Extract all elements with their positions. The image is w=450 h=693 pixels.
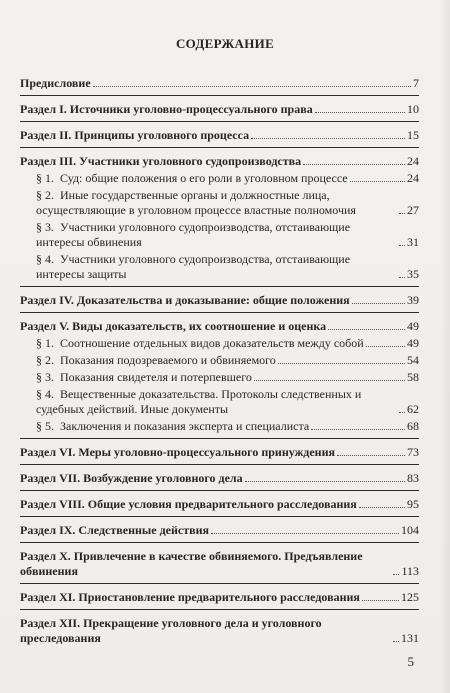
toc-entry-title: Соотношение отдельных видов доказательств между собой	[60, 336, 364, 350]
toc-entry-title: Раздел I. Источники уголовно-процессуального права	[20, 102, 313, 116]
toc-entry-page: 83	[407, 471, 419, 485]
toc-entry-title: Раздел IV. Доказательства и доказывание: общие положения	[20, 293, 350, 307]
toc-entry-title: Участники уголовного судопроизводства, отстаивающие интересы защиты	[36, 252, 351, 281]
dot-leader	[93, 85, 411, 87]
toc-entry-page: 113	[401, 564, 419, 578]
dot-leader	[251, 137, 405, 139]
toc-entry-page: 62	[407, 402, 419, 416]
toc-entry-number: § 1.	[36, 336, 54, 350]
toc-entry-text	[20, 154, 301, 169]
toc-entry-number: § 2.	[36, 188, 54, 202]
toc-entry-page: 39	[407, 293, 419, 307]
toc-entry-text	[20, 293, 350, 308]
toc-section-entry	[20, 523, 419, 540]
section-divider	[20, 147, 419, 148]
toc-entry-text	[36, 220, 397, 250]
toc-entry-text	[20, 471, 243, 486]
section-divider	[20, 464, 419, 465]
section-divider	[20, 121, 419, 122]
section-divider	[20, 95, 419, 96]
toc-entry-title: Раздел VIII. Общие условия предварительного расследования	[20, 497, 357, 511]
toc-subsection-entry	[20, 220, 419, 252]
toc-entry-page: 73	[407, 445, 419, 459]
toc-entry-title: Вещественные доказательства. Протоколы следственных и судебных действий. Иные документы	[36, 387, 362, 416]
toc-entry-text	[36, 188, 397, 218]
toc-subsection-entry	[20, 387, 419, 419]
toc-entry-page: 54	[407, 353, 419, 367]
toc-entry-page: 49	[407, 336, 419, 350]
section-divider	[20, 583, 419, 584]
toc-section-entry	[20, 549, 419, 581]
toc-entry-title: Раздел XI. Приостановление предварительного расследования	[20, 590, 360, 604]
dot-leader	[337, 454, 405, 456]
toc-entry-page: 131	[401, 631, 419, 645]
dot-leader	[366, 345, 405, 347]
toc-entry-page: 24	[407, 171, 419, 185]
section-divider	[20, 438, 419, 439]
toc-entry-text	[36, 370, 252, 385]
toc-section-entry	[20, 471, 419, 488]
dot-leader	[352, 302, 405, 304]
dot-leader	[315, 111, 405, 113]
toc-entry-text	[20, 319, 326, 334]
toc-entry-title: Суд: общие положения о его роли в уголовном процессе	[60, 171, 348, 185]
dot-leader	[211, 532, 399, 534]
toc-entry-title: Раздел II. Принципы уголовного процесса	[20, 128, 250, 142]
toc-entry-number: § 4.	[36, 252, 54, 266]
toc-section-entry	[20, 616, 419, 648]
toc-entry-text	[36, 336, 364, 351]
toc-entry-page: 24	[407, 154, 419, 168]
dot-leader	[393, 640, 399, 642]
dot-leader	[311, 428, 405, 430]
dot-leader	[393, 573, 399, 575]
toc-subsection-entry	[20, 419, 419, 436]
toc-entry-title: Участники уголовного судопроизводства, отстаивающие интересы обвинения	[36, 220, 351, 249]
toc-entry-title: Раздел XII. Прекращение уголовного дела и уголовного преследования	[20, 616, 322, 645]
toc-entry-page: 125	[401, 590, 419, 604]
page-edge-shadow	[440, 0, 450, 693]
toc-section-entry	[20, 128, 419, 145]
toc-entry-title: Предисловие	[20, 76, 91, 90]
toc-entry-text	[36, 419, 309, 434]
dot-leader	[359, 506, 405, 508]
toc-subsection-entry	[20, 336, 419, 353]
toc-entry-text	[20, 616, 391, 646]
toc-entry-number: § 5.	[36, 419, 54, 433]
toc-entry-title: Раздел X. Привлечение в качестве обвиняемого. Предъявление обвинения	[20, 549, 363, 578]
dot-leader	[303, 163, 405, 165]
toc-section-entry	[20, 497, 419, 514]
toc-section-entry	[20, 102, 419, 119]
toc-entry-page: 49	[407, 319, 419, 333]
toc-entry-page: 7	[413, 76, 419, 90]
toc-entry-page: 35	[407, 267, 419, 281]
toc-section-entry	[20, 154, 419, 171]
toc-entry-text	[20, 102, 313, 117]
dot-leader	[399, 244, 405, 246]
toc-entry-title: Раздел V. Виды доказательств, их соотношение и оценка	[20, 319, 327, 333]
toc-entry-title: Заключения и показания эксперта и специалиста	[60, 419, 310, 433]
section-divider	[20, 286, 419, 287]
toc-entry-title: Показания подозреваемого и обвиняемого	[60, 353, 276, 367]
toc-entry-text	[20, 76, 91, 91]
toc-section-entry	[20, 445, 419, 462]
dot-leader	[328, 328, 405, 330]
toc-subsection-entry	[20, 353, 419, 370]
section-divider	[20, 312, 419, 313]
section-divider	[20, 609, 419, 610]
toc-entry-title: Раздел III. Участники уголовного судопроизводства	[20, 154, 302, 168]
toc-entry-text	[36, 353, 276, 368]
toc-entry-page: 31	[407, 235, 419, 249]
toc-entry-title: Иные государственные органы и должностные лица, осуществляющие в уголовном процессе властные полномочия	[36, 188, 356, 217]
dot-leader	[350, 180, 405, 182]
toc-entry-page: 15	[407, 128, 419, 142]
toc-entry-page: 10	[407, 102, 419, 116]
toc-entry-page: 58	[407, 370, 419, 384]
toc-entry-page: 68	[407, 419, 419, 433]
toc-entry-number: § 4.	[36, 387, 54, 401]
toc-entry-number: § 2.	[36, 353, 54, 367]
toc-entry-text	[20, 497, 357, 512]
toc-section-entry	[20, 76, 419, 93]
toc-entry-text	[20, 590, 360, 605]
toc-entry-text	[20, 549, 391, 579]
toc-entry-text	[36, 252, 397, 282]
dot-leader	[245, 480, 405, 482]
toc-subsection-entry	[20, 188, 419, 220]
toc-entry-title: Показания свидетеля и потерпевшего	[60, 370, 252, 384]
section-divider	[20, 542, 419, 543]
page-title: СОДЕРЖАНИЕ	[175, 36, 275, 51]
dot-leader	[399, 276, 405, 278]
section-divider	[20, 516, 419, 517]
dot-leader	[399, 411, 405, 413]
toc-section-entry	[20, 293, 419, 310]
toc-entry-text	[36, 171, 348, 186]
toc-entry-title: Раздел VII. Возбуждение уголовного дела	[20, 471, 243, 485]
toc-entry-title: Раздел IX. Следственные действия	[20, 523, 210, 537]
table-of-contents	[20, 76, 419, 648]
dot-leader	[254, 379, 405, 381]
dot-leader	[362, 599, 399, 601]
toc-entry-number: § 3.	[36, 370, 54, 384]
toc-section-entry	[20, 590, 419, 607]
toc-section-entry	[20, 319, 419, 336]
toc-entry-text	[36, 387, 397, 417]
toc-subsection-entry	[20, 171, 419, 188]
toc-entry-page: 104	[401, 523, 419, 537]
toc-subsection-entry	[20, 370, 419, 387]
toc-entry-title: Раздел VI. Меры уголовно-процессуального принуждения	[20, 445, 335, 459]
page-number: 5	[407, 654, 414, 669]
toc-entry-text	[20, 523, 209, 538]
toc-entry-text	[20, 128, 249, 143]
toc-entry-number: § 3.	[36, 220, 54, 234]
toc-entry-text	[20, 445, 335, 460]
toc-entry-page: 95	[407, 497, 419, 511]
dot-leader	[399, 212, 405, 214]
toc-entry-number: § 1.	[36, 171, 54, 185]
dot-leader	[278, 362, 405, 364]
toc-subsection-entry	[20, 252, 419, 284]
toc-entry-page: 27	[407, 203, 419, 217]
section-divider	[20, 490, 419, 491]
